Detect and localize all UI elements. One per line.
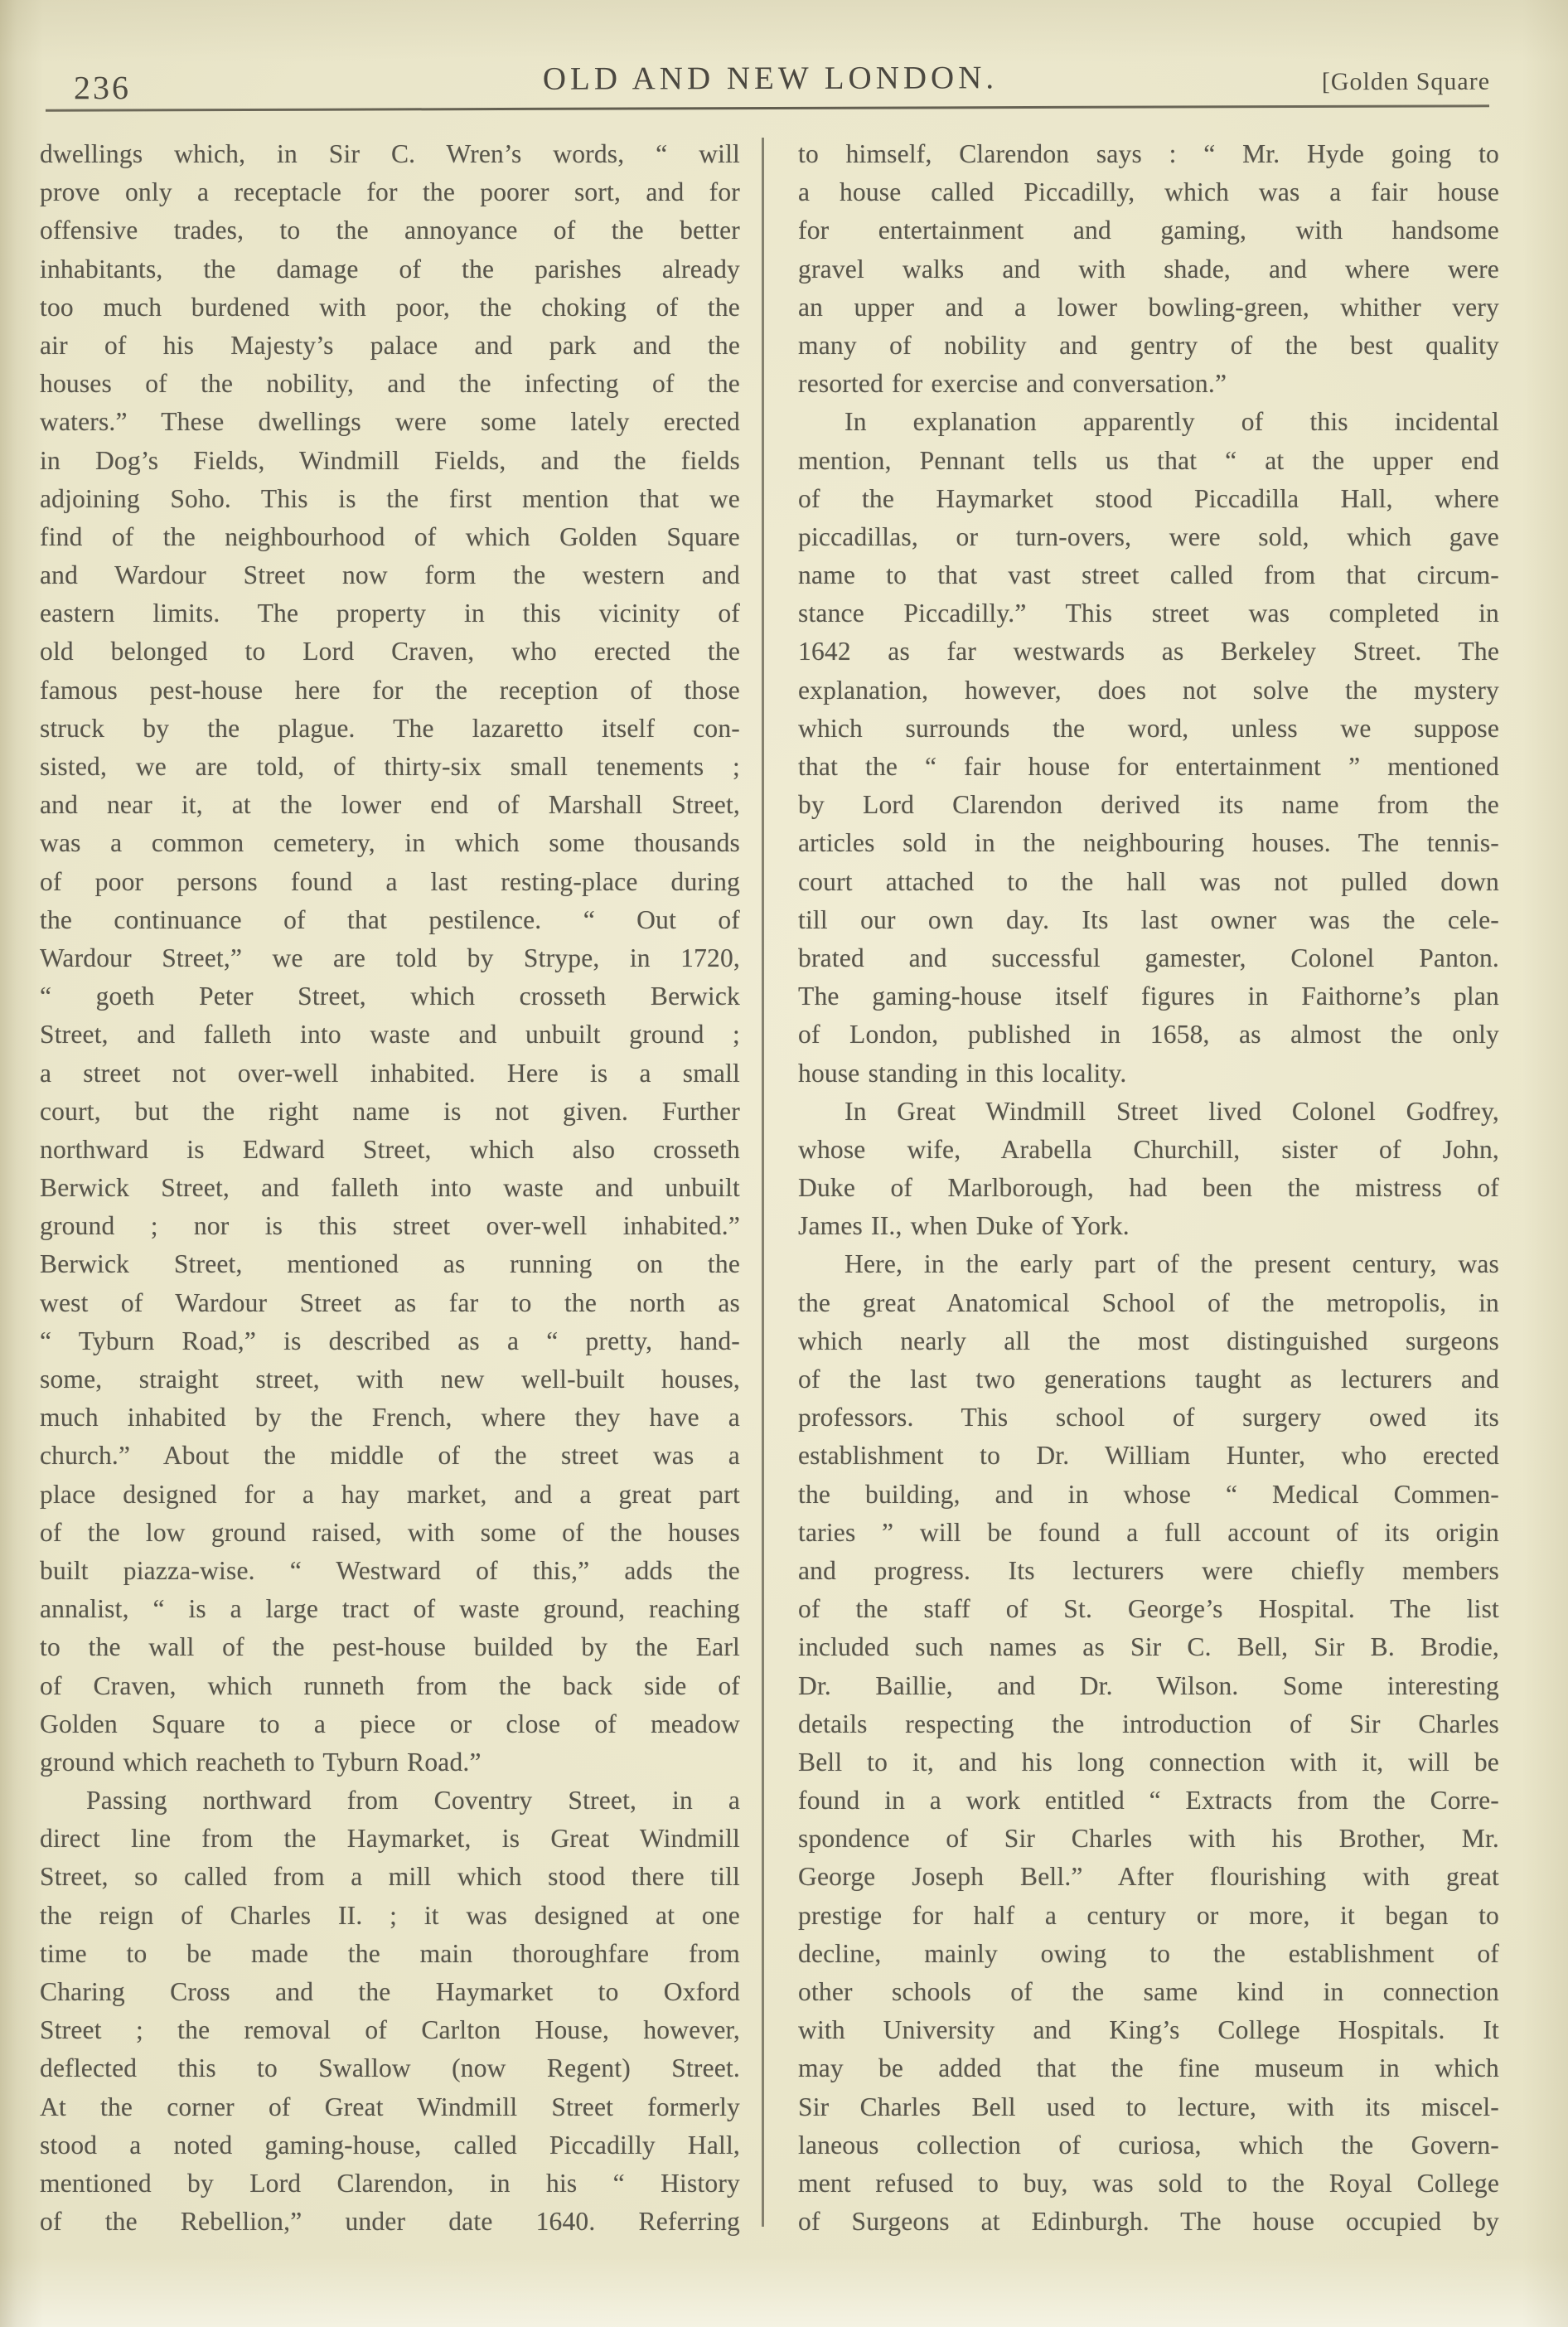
text-line: Duke of Marlborough, had been the mistress of xyxy=(798,1173,1499,1203)
text-line: details respecting the introduction of Sir Charles xyxy=(798,1709,1499,1738)
text-line: Sir Charles Bell used to lecture, with its miscel- xyxy=(798,2092,1499,2121)
page-header xyxy=(46,56,1495,114)
text-line: of the Haymarket stood Piccadilla Hall, where xyxy=(798,483,1499,513)
text-line: taries ” will be found a full account of its origin xyxy=(798,1517,1499,1547)
text-line: name to that vast street called from that circum- xyxy=(798,560,1499,590)
text-line: “ Tyburn Road,” is described as a “ pretty, hand- xyxy=(40,1326,740,1355)
text-line: by Lord Clarendon derived its name from the xyxy=(798,790,1499,820)
text-line: church.” About the middle of the street was a xyxy=(40,1441,740,1471)
text-line: and near it, at the lower end of Marshall Street, xyxy=(40,790,740,820)
text-line: stance Piccadilly.” This street was completed in xyxy=(798,599,1499,628)
text-line: house standing in this locality. xyxy=(798,1058,1127,1088)
text-line: houses of the nobility, and the infecting of the xyxy=(40,369,740,399)
text-line: a house called Piccadilly, which was a fair house xyxy=(798,177,1499,207)
text-line: struck by the plague. The lazaretto itself con- xyxy=(40,713,740,743)
text-line: that the “ fair house for entertainment ” mentioned xyxy=(798,752,1499,781)
text-line: in Dog’s Fields, Windmill Fields, and the fields xyxy=(40,445,740,475)
text-line: The gaming-house itself figures in Faithorne’s plan xyxy=(798,982,1499,1011)
text-line: of the staff of St. George’s Hospital. The list xyxy=(798,1594,1499,1624)
text-line: was a common cemetery, in which some thousands xyxy=(40,828,740,858)
text-line: to the wall of the pest-house builded by the Earl xyxy=(40,1632,740,1662)
text-line: for entertainment and gaming, with handsome xyxy=(798,216,1499,245)
text-line: west of Wardour Street as far to the north as xyxy=(40,1287,740,1317)
text-line: built piazza-wise. “ Westward of this,” adds the xyxy=(40,1555,740,1585)
text-line: old belonged to Lord Craven, who erected the xyxy=(40,637,740,667)
text-line: annalist, “ is a large tract of waste ground, reaching xyxy=(40,1594,740,1624)
text-line: famous pest-house here for the reception of those xyxy=(40,675,740,705)
text-line: dwellings which, in Sir C. Wren’s words, “ will xyxy=(40,139,740,168)
text-line: the great Anatomical School of the metropolis, in xyxy=(798,1287,1499,1317)
text-line: adjoining Soho. This is the first mention that we xyxy=(40,483,740,513)
text-line: laneous collection of curiosa, which the Govern- xyxy=(798,2130,1499,2160)
text-line: Passing northward from Coventry Street, in a xyxy=(86,1786,740,1816)
text-line: find of the neighbourhood of which Golden Square xyxy=(40,521,740,551)
text-line: air of his Majesty’s palace and park and the xyxy=(40,330,740,360)
text-line: ground ; nor is this street over-well inhabited.” xyxy=(40,1211,740,1241)
text-line: spondence of Sir Charles with his Brother, Mr. xyxy=(798,1824,1499,1854)
text-line: place designed for a hay market, and a great part xyxy=(40,1479,740,1509)
text-line: time to be made the main thoroughfare from xyxy=(40,1938,740,1968)
text-line: Berwick Street, and falleth into waste and unbuilt xyxy=(40,1173,740,1203)
text-line: of the low ground raised, with some of the houses xyxy=(40,1517,740,1547)
text-line: Golden Square to a piece or close of meadow xyxy=(40,1709,740,1738)
text-line: and progress. Its lecturers were chiefly members xyxy=(798,1555,1499,1585)
text-line: a street not over-well inhabited. Here is a small xyxy=(40,1058,740,1088)
text-line: Wardour Street,” we are told by Strype, in 1720, xyxy=(40,943,740,972)
text-line: ground which reacheth to Tyburn Road.” xyxy=(40,1747,482,1777)
text-line: resorted for exercise and conversation.” xyxy=(798,369,1227,399)
text-line: At the corner of Great Windmill Street formerly xyxy=(40,2092,740,2121)
text-line: of London, published in 1658, as almost the only xyxy=(798,1020,1499,1050)
text-line: eastern limits. The property in this vicinity of xyxy=(40,599,740,628)
text-line: the continuance of that pestilence. “ Out of xyxy=(40,904,740,934)
text-line: waters.” These dwellings were some lately erected xyxy=(40,407,740,437)
text-line: found in a work entitled “ Extracts from the Corre- xyxy=(798,1786,1499,1816)
text-line: articles sold in the neighbouring houses. The tennis- xyxy=(798,828,1499,858)
text-line: some, straight street, with new well-built houses, xyxy=(40,1365,740,1394)
text-line: deflected this to Swallow (now Regent) Street. xyxy=(40,2053,740,2083)
text-line: 1642 as far westwards as Berkeley Street. The xyxy=(798,637,1499,667)
text-line: many of nobility and gentry of the best quality xyxy=(798,330,1499,360)
text-line: northward is Edward Street, which also crosseth xyxy=(40,1134,740,1164)
text-line: ment refused to buy, was sold to the Royal College xyxy=(798,2168,1499,2198)
text-line: establishment to Dr. William Hunter, who erected xyxy=(798,1441,1499,1471)
running-title: OLD AND NEW LONDON. xyxy=(542,60,999,97)
text-line: Berwick Street, mentioned as running on the xyxy=(40,1249,740,1279)
text-line: the reign of Charles II. ; it was designed at one xyxy=(40,1900,740,1930)
text-line: court, but the right name is not given. Further xyxy=(40,1096,740,1126)
text-line: mention, Pennant tells us that “ at the upper end xyxy=(798,445,1499,475)
text-line: offensive trades, to the annoyance of the better xyxy=(40,216,740,245)
running-headline-right: [Golden Square xyxy=(1321,67,1491,96)
text-line: of the Rebellion,” under date 1640. Referring xyxy=(40,2207,740,2237)
text-line: till our own day. Its last owner was the cele- xyxy=(798,904,1499,934)
text-line: explanation, however, does not solve the mystery xyxy=(798,675,1499,705)
text-line: decline, mainly owing to the establishment of xyxy=(798,1938,1499,1968)
text-line: other schools of the same kind in connection xyxy=(798,1977,1499,2006)
text-line: which surrounds the word, unless we suppose xyxy=(798,713,1499,743)
column-divider xyxy=(762,138,764,2227)
text-line: Bell to it, and his long connection with it, will be xyxy=(798,1747,1499,1777)
text-line: included such names as Sir C. Bell, Sir B. Brodie, xyxy=(798,1632,1499,1662)
text-line: the building, and in whose “ Medical Commen- xyxy=(798,1479,1499,1509)
text-line: too much burdened with poor, the choking of the xyxy=(40,292,740,322)
text-line: George Joseph Bell.” After flourishing with great xyxy=(798,1862,1499,1892)
text-line: professors. This school of surgery owed its xyxy=(798,1403,1499,1433)
text-line: Street, and falleth into waste and unbuilt ground ; xyxy=(40,1020,740,1050)
text-line: prestige for half a century or more, it began to xyxy=(798,1900,1499,1930)
text-line: mentioned by Lord Clarendon, in his “ History xyxy=(40,2168,740,2198)
text-line: of the last two generations taught as lecturers and xyxy=(798,1365,1499,1394)
text-line: which nearly all the most distinguished surgeons xyxy=(798,1326,1499,1355)
text-line: sisted, we are told, of thirty-six small tenements ; xyxy=(40,752,740,781)
text-line: James II., when Duke of York. xyxy=(798,1211,1130,1241)
text-line: Street, so called from a mill which stood there till xyxy=(40,1862,740,1892)
text-line: court attached to the hall was not pulled down xyxy=(798,866,1499,896)
text-line: much inhabited by the French, where they have a xyxy=(40,1403,740,1433)
text-line: Here, in the early part of the present century, was xyxy=(844,1249,1499,1279)
text-line: Dr. Baillie, and Dr. Wilson. Some interesting xyxy=(798,1670,1499,1700)
text-column-left xyxy=(40,135,740,2241)
text-line: prove only a receptacle for the poorer sort, and for xyxy=(40,177,740,207)
text-line: Charing Cross and the Haymarket to Oxford xyxy=(40,1977,740,2006)
text-line: with University and King’s College Hospitals. It xyxy=(798,2015,1499,2045)
text-line: direct line from the Haymarket, is Great Windmill xyxy=(40,1824,740,1854)
text-line: piccadillas, or turn-overs, were sold, which gave xyxy=(798,521,1499,551)
text-line: may be added that the fine museum in which xyxy=(798,2053,1499,2083)
text-line: Street ; the removal of Carlton House, however, xyxy=(40,2015,740,2045)
text-line: of poor persons found a last resting-place during xyxy=(40,866,740,896)
text-line: an upper and a lower bowling-green, whither very xyxy=(798,292,1499,322)
page-number: 236 xyxy=(73,69,132,107)
text-line: “ goeth Peter Street, which crosseth Berwick xyxy=(40,982,740,1011)
text-line: brated and successful gamester, Colonel Panton. xyxy=(798,943,1499,972)
text-line: In Great Windmill Street lived Colonel Godfrey, xyxy=(844,1096,1499,1126)
text-line: stood a noted gaming-house, called Piccadilly Hall, xyxy=(40,2130,740,2160)
text-line: and Wardour Street now form the western and xyxy=(40,560,740,590)
text-line: inhabitants, the damage of the parishes already xyxy=(40,254,740,284)
text-line: of Surgeons at Edinburgh. The house occupied by xyxy=(798,2207,1499,2237)
text-column-right xyxy=(798,135,1499,2241)
text-line: gravel walks and with shade, and where were xyxy=(798,254,1499,284)
text-line: In explanation apparently of this incidental xyxy=(844,407,1499,437)
text-line: to himself, Clarendon says : “ Mr. Hyde going to xyxy=(798,139,1499,168)
text-line: of Craven, which runneth from the back side of xyxy=(40,1670,740,1700)
text-line: whose wife, Arabella Churchill, sister of John, xyxy=(798,1134,1499,1164)
